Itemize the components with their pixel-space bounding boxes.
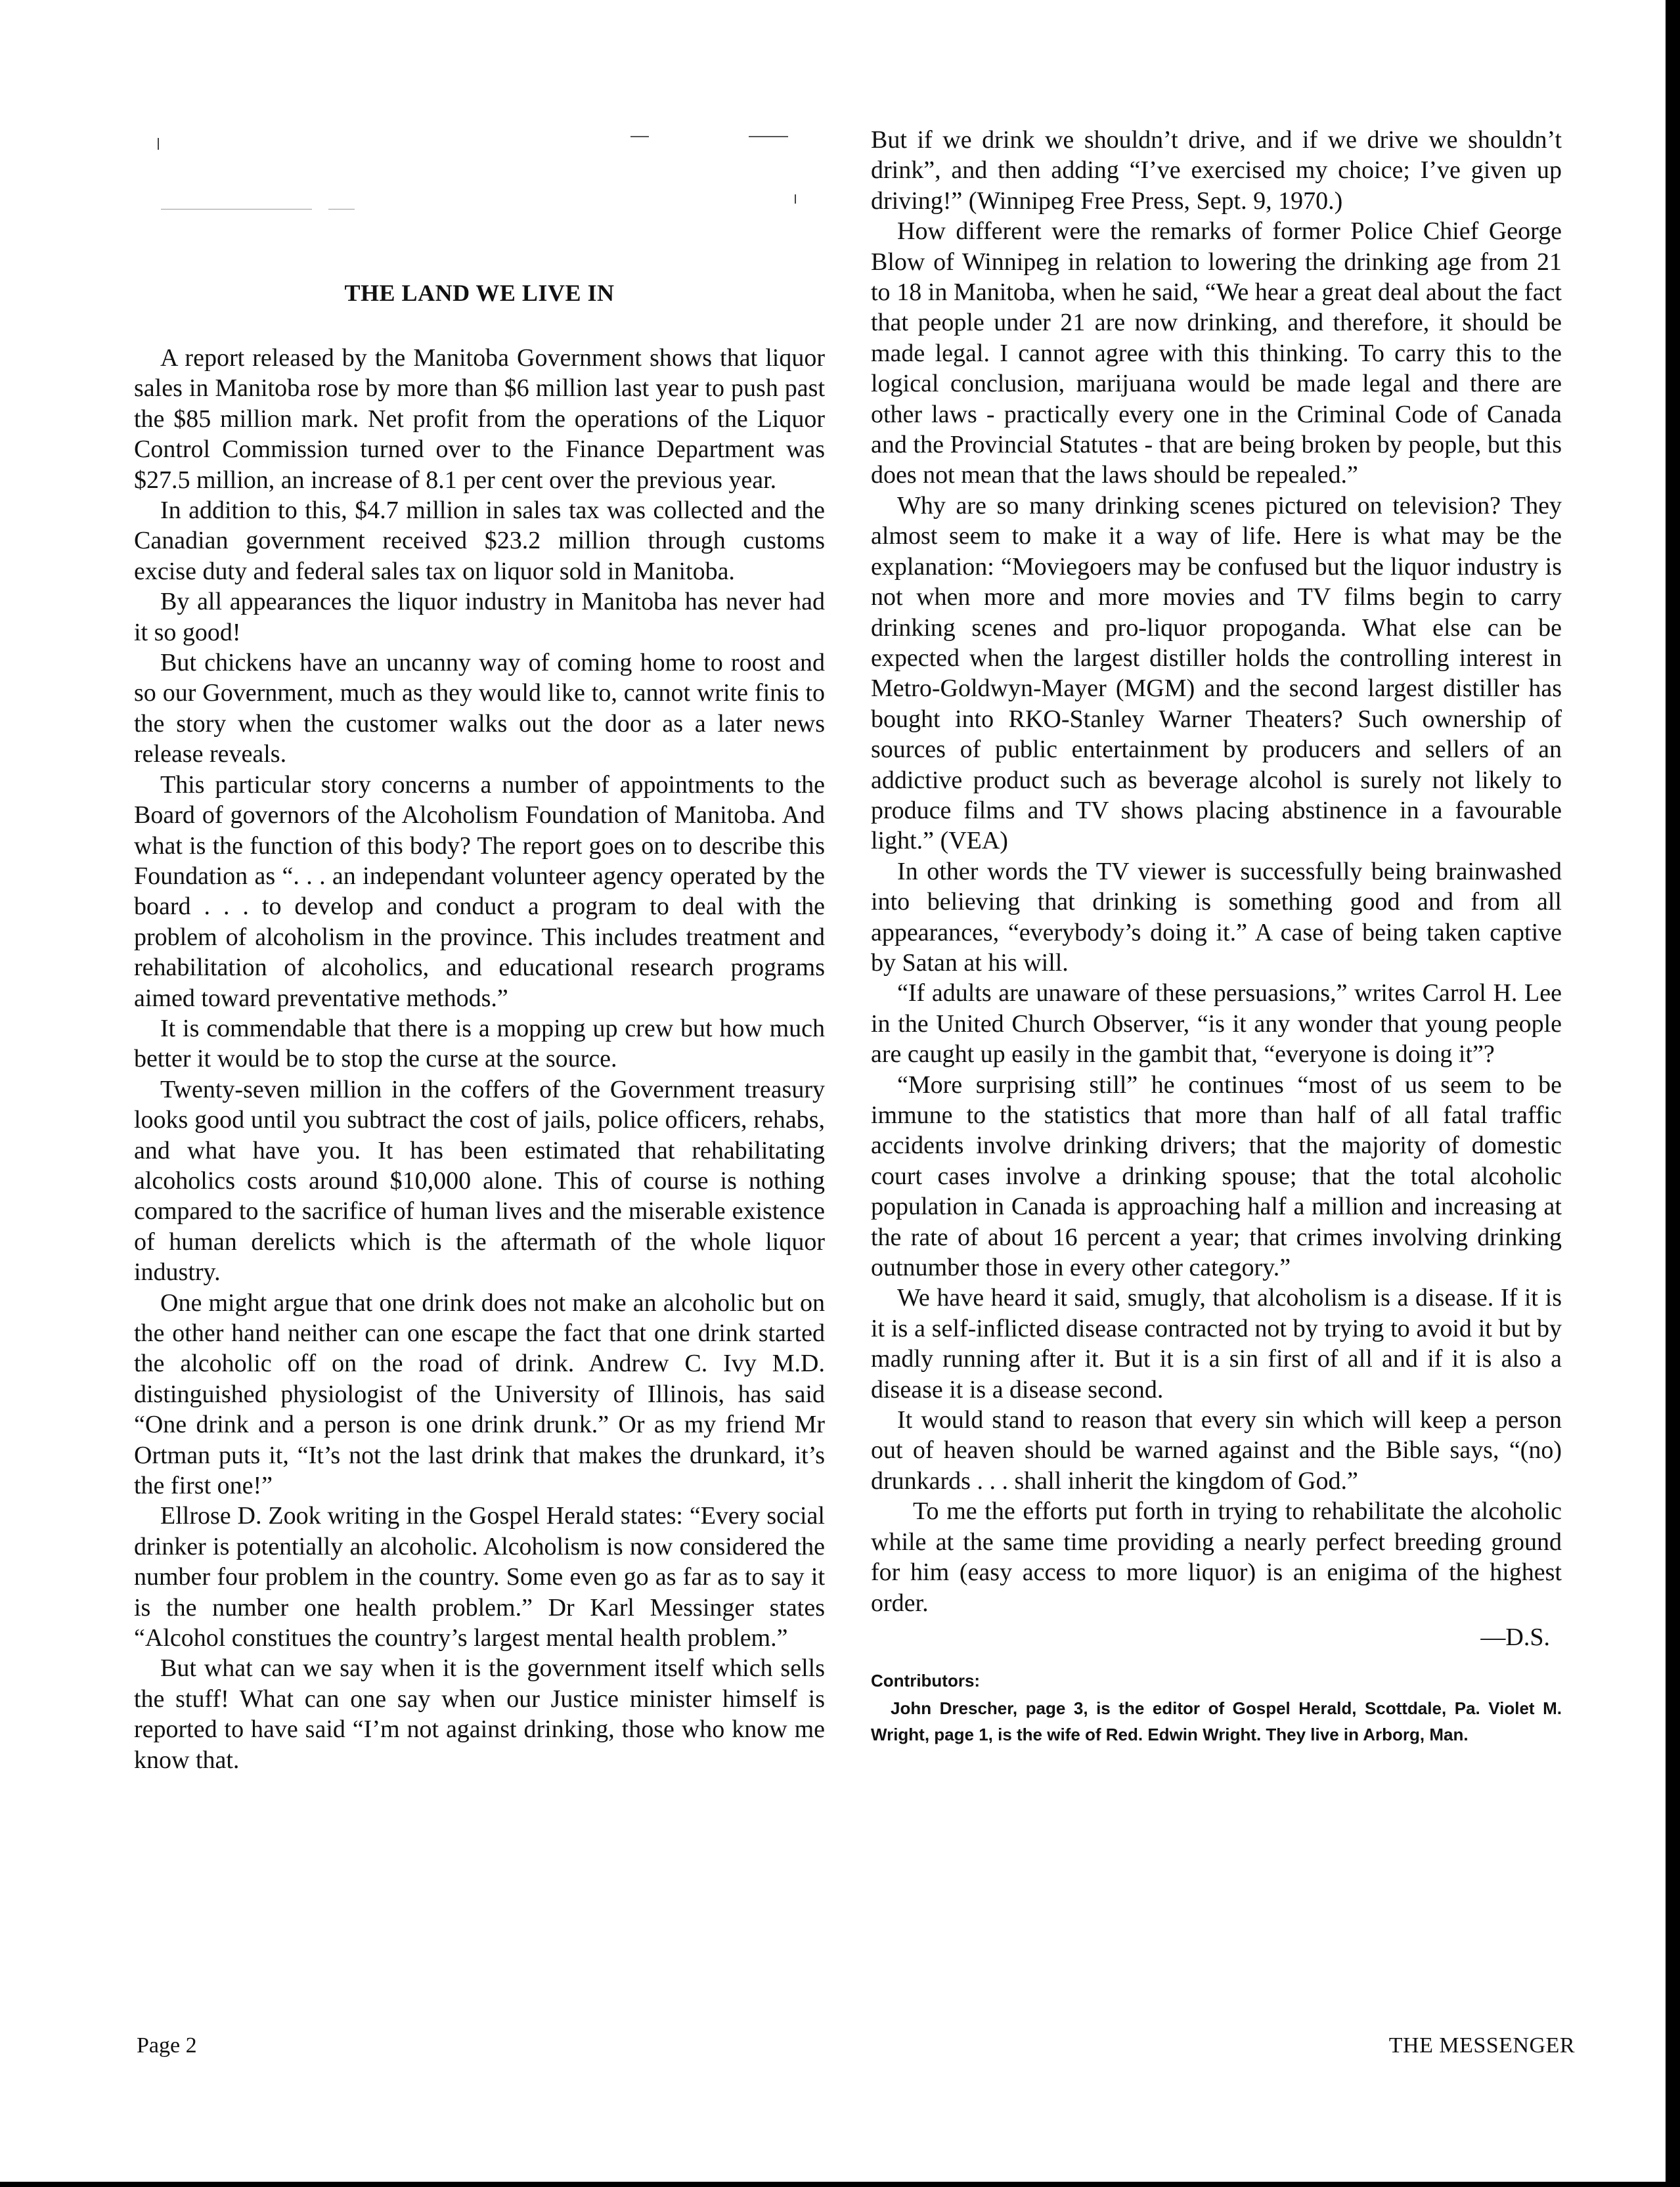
- scan-mark: [161, 209, 312, 210]
- article-paragraph: But if we drink we shouldn’t drive, and if we drive we shouldn’t drink”, and then adding “I’ve exercised my choice; I’ve given up driving!” (Winnipeg Free Press, Sept. 9, 1970.): [871, 126, 1562, 215]
- article-paragraph: To me the efforts put forth in trying to rehabilitate the alcoholic while at the same time providing a nearly perfect breeding ground for him (easy access to more liquor) is an enigima of the highest order.: [871, 1497, 1562, 1617]
- article-paragraph: In other words the TV viewer is successfully being brainwashed into believing that drinking is something good and from all appearances, “everybody’s doing it.” A case of being taken captive by Satan at his will.: [871, 857, 1562, 977]
- article-paragraph: Ellrose D. Zook writing in the Gospel Herald states: “Every social drinker is potentially an alcoholic. Alcoholism is now considered the number four problem in the country. Some even go as far as to say it is the number one health problem.” Dr Karl Messinger states “Alcohol constitues the country’s largest mental health problem.”: [134, 1502, 825, 1652]
- article-paragraph: Twenty-seven million in the coffers of the Government treasury looks good until you subtract the cost of jails, police officers, rehabs, and what have you. It has been estimated that rehabilitating alcoholics costs around $10,000 alone. This of course is nothing compared to the sacrifice of human lives and the miserable existence of human derelicts which is the aftermath of the whole liquor industry.: [134, 1075, 825, 1287]
- contributors-note: John Drescher, page 3, is the editor of Gospel Herald, Scottdale, Pa. Violet M. Wright, page 1, is the wife of Red. Edwin Wright. They live in Arborg, Man.: [871, 1698, 1562, 1744]
- page-number: Page 2: [137, 2033, 197, 2058]
- article-paragraph: “More surprising still” he continues “most of us seem to be immune to the statistics that more than half of all fatal traffic accidents involve drinking drivers; that the majority of domestic court cases involve a drinking spouse; that the total alcoholic population in Canada is approaching half a million and increasing at the rate of about 16 percent a year; that crimes involving drinking outnumber those in every other category.”: [871, 1071, 1562, 1282]
- scan-edge: [0, 2182, 1680, 2187]
- article-paragraph: It would stand to reason that every sin which will keep a person out of heaven should be warned against and the Bible says, “(no) drunkards . . . shall inherit the kingdom of God.”: [871, 1406, 1562, 1495]
- publication-name: THE MESSENGER: [1388, 2033, 1575, 2058]
- article-title: THE LAND WE LIVE IN: [344, 280, 615, 306]
- scan-mark: [630, 136, 649, 137]
- article-paragraph: But what can we say when it is the government itself which sells the stuff! What can one say when our Justice minister himself is reported to have said “I’m not against drinking, those who know me know that.: [134, 1654, 825, 1774]
- scan-mark: [749, 136, 788, 137]
- article-paragraph: But chickens have an uncanny way of coming home to roost and so our Government, much as they would like to, cannot write finis to the story when the customer walks out the door as a later news release reveals.: [134, 649, 825, 768]
- article-paragraph: One might argue that one drink does not make an alcoholic but on the other hand neither can one escape the fact that one drink started the alcoholic off on the road of drink. Andrew C. Ivy M.D. distinguished physiologist of the University of Illinois, has said “One drink and a person is one drink drunk.” Or as my friend Mr Ortman puts it, “It’s not the last drink that makes the drunkard, it’s the first one!”: [134, 1289, 825, 1500]
- contributors-heading: Contributors:: [871, 1670, 981, 1690]
- scan-edge: [1666, 0, 1680, 2187]
- article-paragraph: This particular story concerns a number of appointments to the Board of governors of the Alcoholism Foundation of Manitoba. And what is the function of this body? The report goes on to describe this Foundation as “. . . an independant volunteer agency operated by the board . . . to develop and conduct a program to deal with the problem of alcoholism in the province. This includes treatment and rehabilitation of alcoholics, and educational research programs aimed toward preventative methods.”: [134, 770, 825, 1012]
- article-paragraph: It is commendable that there is a mopping up crew but how much better it would be to stop the curse at the source.: [134, 1014, 825, 1073]
- right-column: [871, 125, 1562, 1748]
- article-paragraph: How different were the remarks of former Police Chief George Blow of Winnipeg in relation to lowering the drinking age from 21 to 18 in Manitoba, when he said, “We hear a great deal about the fact that people under 21 are now drinking, and therefore, it should be made legal. I cannot agree with this thinking. To carry this to the logical conclusion, marijuana would be made legal and there are other laws - practically every one in the Criminal Code of Canada and the Provincial Statutes - that are being broken by people, but this does not mean that the laws should be repealed.”: [871, 217, 1562, 489]
- scan-mark: [328, 209, 355, 210]
- article-paragraph: In addition to this, $4.7 million in sales tax was collected and the Canadian government received $23.2 million through customs excise duty and federal sales tax on liquor sold in Manitoba.: [134, 497, 825, 585]
- article-paragraph: “If adults are unaware of these persuasions,” writes Carrol H. Lee in the United Church Observer, “is it any wonder that young people are caught up easily in the gambit that, “everyone is doing it”?: [871, 979, 1562, 1069]
- article-paragraph: We have heard it said, smugly, that alcoholism is a disease. If it is it is a self-inflicted disease contracted not by trying to avoid it but by madly running after it. But it is a sin first of all and if it is also a disease it is a disease second.: [871, 1284, 1562, 1403]
- article-paragraph: Why are so many drinking scenes pictured on television? They almost seem to make it a way of life. Here is what may be the explanation: “Moviegoers may be confused but the liquor industry is not when more and more movies and TV films begin to carry drinking scenes and pro-liquor propoganda. What else can be expected when the largest distiller holds the controlling interest in Metro-Goldwyn-Mayer (MGM) and the second largest distiller has bought into RKO-Stanley Warner Theaters? Such ownership of sources of public entertainment by producers and sellers of an addictive product such as beverage alcohol is surely not likely to produce films and TV shows placing abstinence in a favourable light.” (VEA): [871, 491, 1562, 855]
- article-paragraph: By all appearances the liquor industry in Manitoba has never had it so good!: [134, 588, 825, 646]
- author-signature: —D.S.: [1480, 1623, 1550, 1651]
- article-paragraph: A report released by the Manitoba Government shows that liquor sales in Manitoba rose by more than $6 million last year to push past the $85 million mark. Net profit from the operations of the Liquor Control Commission turned over to the Finance Department was $27.5 million, an increase of 8.1 per cent over the previous year.: [134, 344, 825, 494]
- scan-mark: [158, 138, 159, 150]
- left-column: [134, 343, 825, 1775]
- scan-mark: [795, 194, 796, 204]
